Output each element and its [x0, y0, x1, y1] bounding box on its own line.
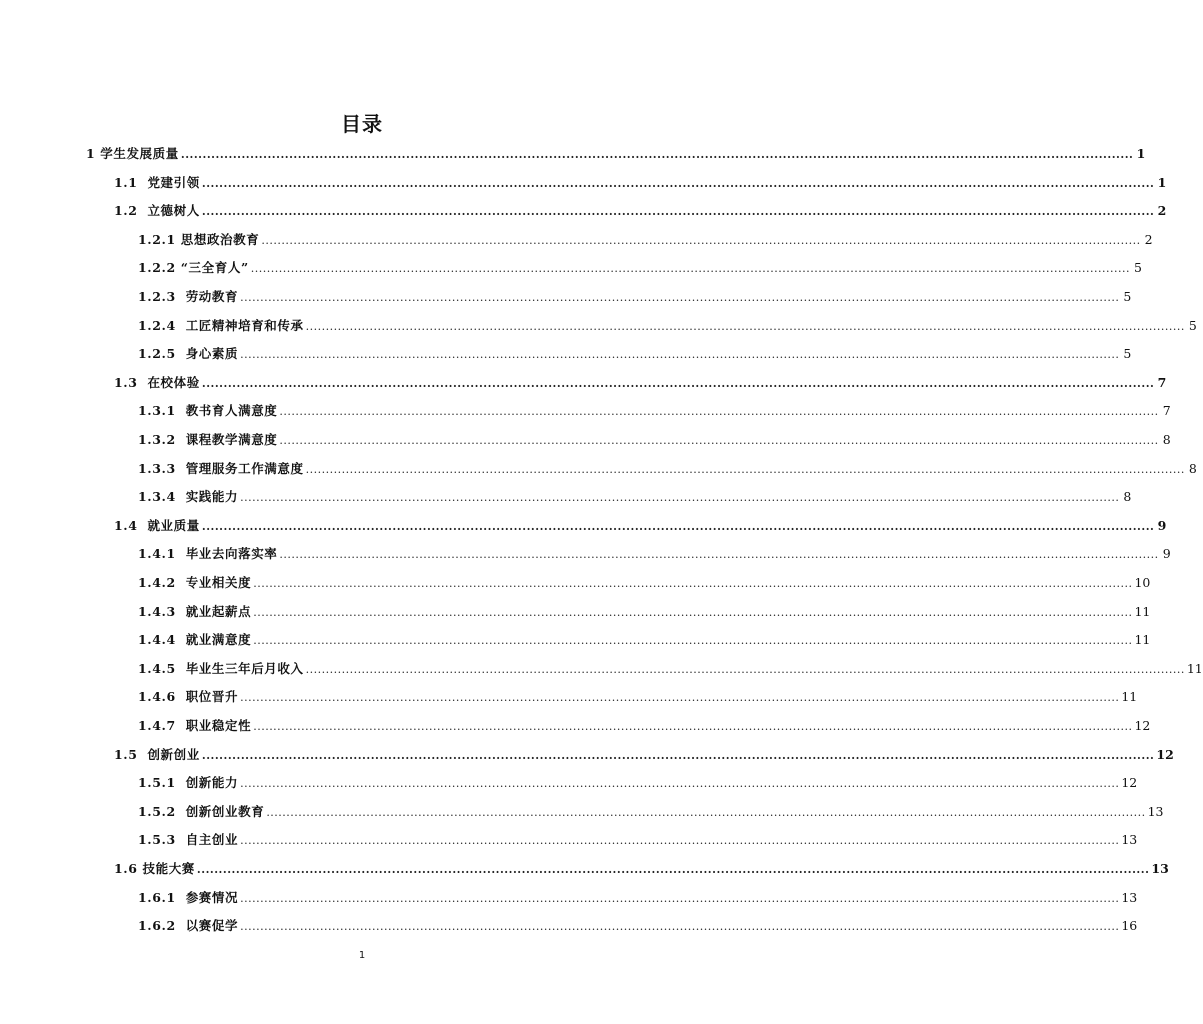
- toc-entry-page-number: 8: [1162, 432, 1171, 447]
- toc-entry-page-number: 9: [1162, 546, 1171, 562]
- toc-entry-level-3[interactable]: [138, 258, 1142, 278]
- dot-leader: ............................................................................................................................................................................................................................: [201, 748, 1155, 762]
- toc-entry-label: 1.3.4 实践能力: [138, 489, 239, 505]
- toc-entry-label: 1.4.3 就业起薪点: [138, 603, 252, 619]
- toc-entry-level-3[interactable]: [138, 401, 1171, 421]
- toc-entry-level-2[interactable]: [114, 516, 1167, 536]
- toc-entry-label: 1.3.2 课程教学满意度: [138, 432, 278, 447]
- dot-leader: ............................................................................................................................................................................................................................: [240, 691, 1120, 705]
- toc-entry-page-number: 5: [1188, 317, 1197, 333]
- dot-leader: ............................................................................................................................................................................................................................: [240, 491, 1120, 505]
- toc-entry-level-3[interactable]: [138, 630, 1151, 650]
- dot-leader: ............................................................................................................................................................................................................................: [253, 720, 1133, 733]
- toc-entry-level-1[interactable]: [86, 144, 1146, 164]
- toc-entry-level-2[interactable]: [114, 745, 1174, 765]
- toc-entry-level-3[interactable]: [138, 230, 1153, 250]
- toc-entry-level-3[interactable]: [138, 830, 1138, 850]
- toc-entry-label: 1.1 党建引领: [114, 174, 200, 190]
- dot-leader: ............................................................................................................................................................................................................................: [240, 777, 1120, 791]
- toc-entry-page-number: 10: [1134, 575, 1151, 590]
- toc-entry-page-number: 7: [1157, 374, 1167, 390]
- toc-entry-page-number: 11: [1134, 603, 1151, 619]
- toc-entry-label: 1.5.2 创新创业教育: [138, 803, 265, 819]
- dot-leader: ............................................................................................................................................................................................................................: [305, 319, 1185, 333]
- toc-entry-label: 1.3 在校体验: [114, 374, 200, 390]
- toc-entry-level-3[interactable]: [138, 687, 1138, 707]
- toc-entry-page-number: 5: [1123, 346, 1132, 362]
- toc-entry-label: 1.5 创新创业: [114, 746, 200, 762]
- toc-entry-page-number: 12: [1134, 718, 1151, 733]
- toc-entry-page-number: 11: [1186, 660, 1203, 676]
- dot-leader: ............................................................................................................................................................................................................................: [261, 233, 1141, 247]
- toc-entry-level-2[interactable]: [114, 201, 1167, 221]
- toc-entry-level-3[interactable]: [138, 544, 1171, 564]
- page-title: 目录: [341, 112, 383, 136]
- dot-leader: ............................................................................................................................................................................................................................: [240, 834, 1120, 848]
- toc-entry-page-number: 13: [1121, 832, 1138, 848]
- toc-entry-label: 1 学生发展质量: [86, 146, 179, 161]
- toc-entry-page-number: 16: [1121, 918, 1138, 934]
- toc-entry-label: 1.4.7 职业稳定性: [138, 718, 252, 733]
- toc-entry-label: 1.2.3 劳动教育: [138, 289, 239, 304]
- toc-entry-page-number: 5: [1123, 289, 1132, 304]
- toc-entry-level-3[interactable]: [138, 430, 1171, 450]
- dot-leader: ............................................................................................................................................................................................................................: [240, 920, 1120, 934]
- toc-entry-label: 1.5.3 自主创业: [138, 832, 239, 848]
- toc-entry-level-3[interactable]: [138, 487, 1132, 507]
- toc-entry-level-3[interactable]: [138, 716, 1151, 736]
- toc-entry-level-3[interactable]: [138, 916, 1138, 936]
- toc-entry-level-3[interactable]: [138, 287, 1132, 307]
- toc-entry-level-3[interactable]: [138, 659, 1203, 679]
- toc-entry-page-number: 8: [1188, 460, 1197, 476]
- dot-leader: ............................................................................................................................................................................................................................: [240, 291, 1120, 304]
- toc-entry-label: 1.4.2 专业相关度: [138, 575, 252, 590]
- dot-leader: ............................................................................................................................................................................................................................: [279, 548, 1159, 562]
- toc-entry-page-number: 8: [1123, 489, 1132, 505]
- toc-entry-label: 1.4.4 就业满意度: [138, 632, 252, 648]
- toc-entry-level-3[interactable]: [138, 773, 1138, 793]
- dot-leader: ............................................................................................................................................................................................................................: [266, 805, 1146, 819]
- toc-entry-page-number: 12: [1156, 746, 1174, 762]
- dot-leader: ............................................................................................................................................................................................................................: [180, 148, 1134, 161]
- toc-entry-level-3[interactable]: [138, 802, 1164, 822]
- dot-leader: ............................................................................................................................................................................................................................: [305, 462, 1185, 476]
- toc-entry-label: 1.2 立德树人: [114, 203, 200, 219]
- toc-entry-label: 1.4.6 职位晋升: [138, 689, 239, 705]
- toc-entry-page-number: 11: [1121, 689, 1138, 705]
- toc-entry-label: 1.2.1 思想政治教育: [138, 231, 260, 247]
- toc-entry-level-3[interactable]: [138, 573, 1151, 593]
- dot-leader: ............................................................................................................................................................................................................................: [201, 205, 1155, 219]
- footer-page-number: 1: [358, 950, 366, 961]
- dot-leader: ............................................................................................................................................................................................................................: [253, 605, 1133, 619]
- toc-entry-level-3[interactable]: [138, 316, 1197, 336]
- toc-entry-page-number: 2: [1157, 203, 1167, 219]
- toc-entry-label: 1.6.1 参赛情况: [138, 889, 239, 905]
- toc-entry-label: 1.4.1 毕业去向落实率: [138, 546, 278, 562]
- toc-entry-page-number: 13: [1121, 889, 1138, 905]
- toc-entry-level-3[interactable]: [138, 344, 1132, 364]
- toc-entry-page-number: 9: [1157, 517, 1167, 533]
- dot-leader: ............................................................................................................................................................................................................................: [279, 405, 1159, 419]
- toc-entry-level-2[interactable]: [114, 373, 1167, 393]
- toc-entry-label: 1.4 就业质量: [114, 517, 200, 533]
- toc-entry-page-number: 1: [1157, 174, 1167, 190]
- toc-entry-page-number: 5: [1134, 260, 1142, 276]
- toc-entry-level-2[interactable]: [114, 173, 1167, 193]
- toc-entry-level-3[interactable]: [138, 888, 1138, 908]
- toc-entry-label: 1.6.2 以赛促学: [138, 918, 239, 934]
- dot-leader: ............................................................................................................................................................................................................................: [201, 376, 1155, 390]
- dot-leader: ............................................................................................................................................................................................................................: [279, 434, 1159, 447]
- dot-leader: ............................................................................................................................................................................................................................: [240, 891, 1120, 905]
- dot-leader: ............................................................................................................................................................................................................................: [305, 662, 1185, 676]
- toc-entry-label: 1.5.1 创新能力: [138, 775, 239, 791]
- dot-leader: ............................................................................................................................................................................................................................: [250, 262, 1130, 276]
- toc-entry-page-number: 13: [1151, 861, 1169, 876]
- toc-entry-level-2[interactable]: [114, 859, 1169, 879]
- dot-leader: ............................................................................................................................................................................................................................: [201, 176, 1155, 190]
- toc-entry-label: 1.3.1 教书育人满意度: [138, 403, 278, 419]
- toc-entry-label: 1.2.2 “三全育人”: [138, 260, 249, 276]
- dot-leader: ............................................................................................................................................................................................................................: [253, 634, 1133, 648]
- dot-leader: ............................................................................................................................................................................................................................: [253, 577, 1133, 590]
- dot-leader: ............................................................................................................................................................................................................................: [201, 519, 1155, 533]
- toc-entry-label: 1.4.5 毕业生三年后月收入: [138, 660, 304, 676]
- dot-leader: ............................................................................................................................................................................................................................: [196, 863, 1150, 876]
- toc-entry-label: 1.2.4 工匠精神培育和传承: [138, 317, 304, 333]
- toc-entry-level-3[interactable]: [138, 602, 1151, 622]
- toc-entry-level-3[interactable]: [138, 459, 1197, 479]
- toc-entry-label: 1.6 技能大赛: [114, 861, 195, 876]
- toc-entry-page-number: 7: [1162, 403, 1171, 419]
- toc-entry-page-number: 12: [1121, 775, 1138, 791]
- toc-entry-page-number: 13: [1147, 803, 1164, 819]
- dot-leader: ............................................................................................................................................................................................................................: [240, 348, 1120, 362]
- toc-entry-page-number: 1: [1136, 146, 1146, 161]
- toc-entry-label: 1.2.5 身心素质: [138, 346, 239, 362]
- toc-entry-page-number: 11: [1134, 632, 1151, 648]
- toc-entry-page-number: 2: [1144, 231, 1153, 247]
- toc-entry-label: 1.3.3 管理服务工作满意度: [138, 460, 304, 476]
